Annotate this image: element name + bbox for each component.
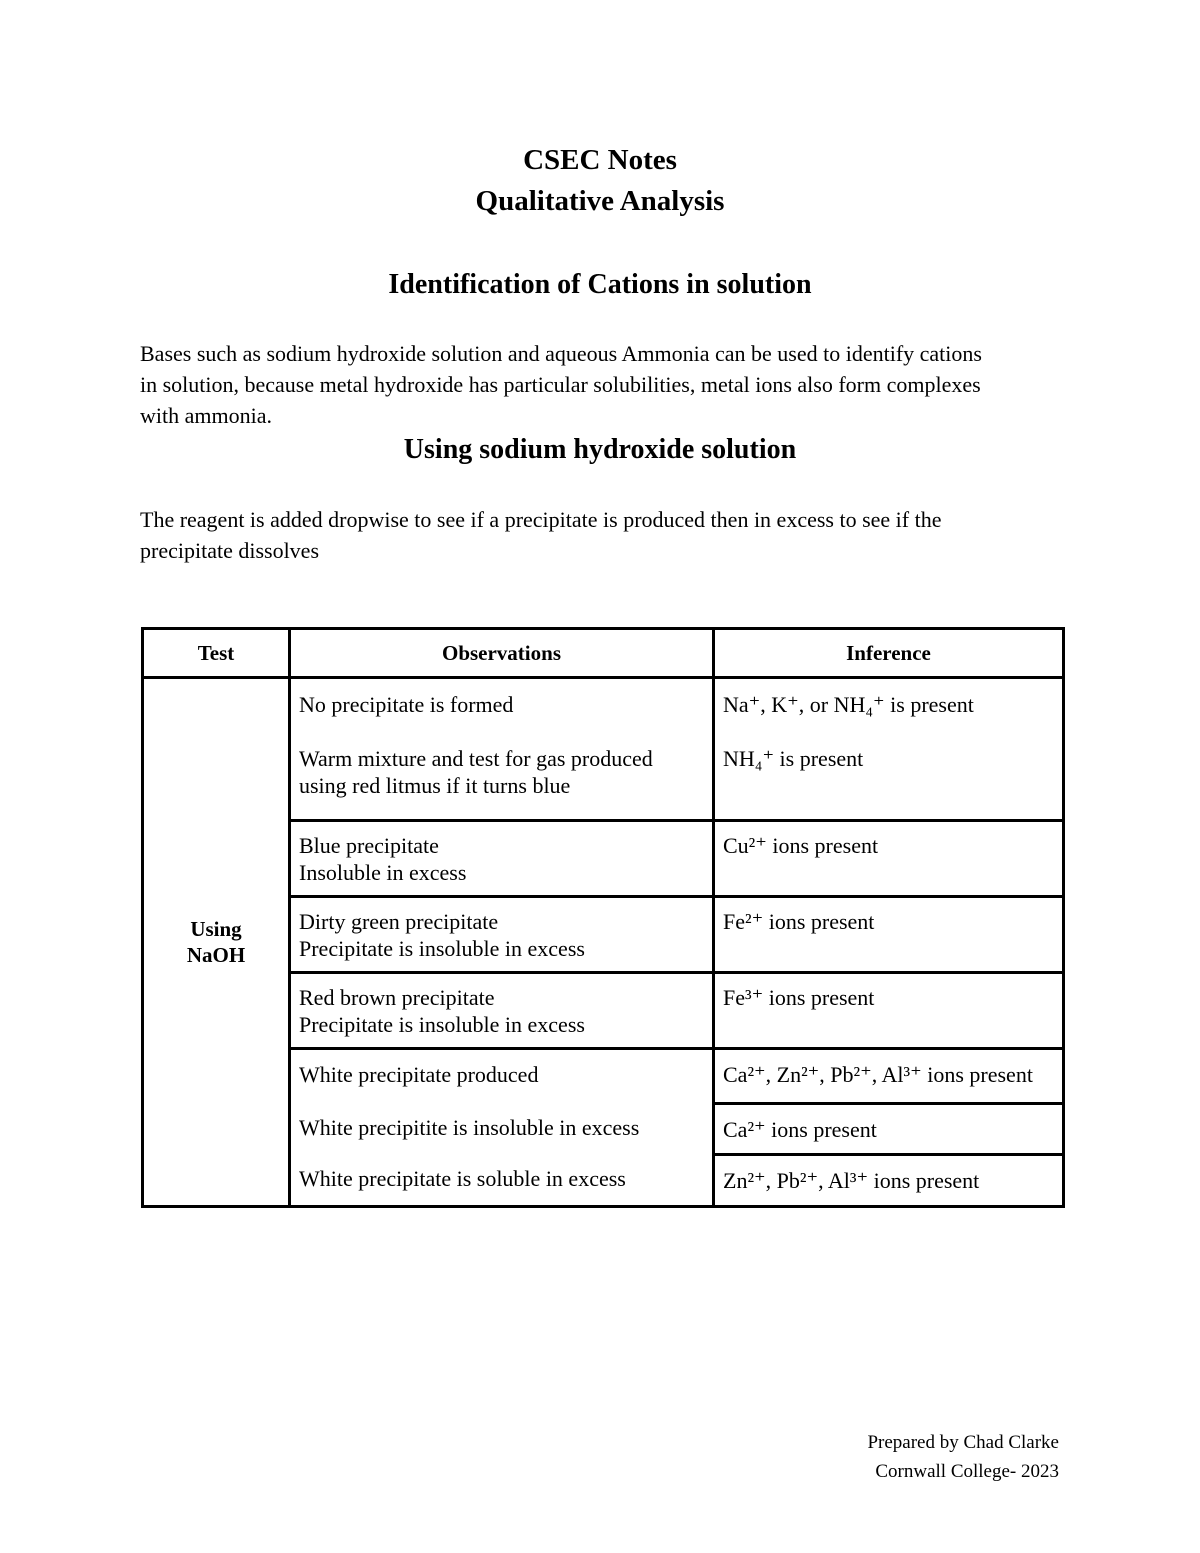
observation-cell	[290, 678, 714, 821]
observation-cell	[290, 1103, 714, 1154]
observation-text: White precipitate produced	[299, 1062, 539, 1087]
inference-cell	[714, 1103, 1064, 1154]
intro-line: Bases such as sodium hydroxide solution and aqueous Ammonia can be used to identify cations	[140, 341, 982, 366]
inference-cell	[714, 1154, 1064, 1207]
inference-text: NH₄⁺ is present	[723, 746, 864, 771]
observation-text: Precipitate is insoluble in excess	[299, 936, 585, 961]
inference-text: Cu²⁺ ions present	[723, 833, 879, 858]
intro-paragraph	[140, 338, 1080, 431]
observation-text: White precipitite is insoluble in excess	[299, 1115, 640, 1140]
inference-cell	[714, 1049, 1064, 1104]
footer-school: Cornwall College- 2023	[875, 1461, 1059, 1482]
inference-text: Fe³⁺ ions present	[723, 985, 875, 1010]
observation-text: Insoluble in excess	[299, 860, 467, 885]
footer-credits	[867, 1428, 1059, 1486]
section-title: Identification of Cations in solution	[388, 269, 812, 300]
observation-text: Dirty green precipitate	[299, 909, 499, 934]
header-inference: Inference	[714, 629, 1064, 678]
test-cell	[143, 678, 290, 1207]
intro-line: in solution, because metal hydroxide has particular solubilities, metal ions also form complexes	[140, 372, 981, 397]
test-label: NaOH	[186, 943, 246, 967]
inference-text: Ca²⁺ ions present	[723, 1116, 877, 1142]
observation-cell	[290, 1049, 714, 1104]
inference-cell	[714, 821, 1064, 897]
inference-cell	[714, 678, 1064, 821]
footer-author: Prepared by Chad Clarke	[867, 1432, 1059, 1453]
observation-text: No precipitate is formed	[299, 692, 514, 717]
observation-text: Warm mixture and test for gas produced	[299, 746, 653, 771]
inference-text: Na⁺, K⁺, or NH₄⁺ is present	[723, 692, 974, 717]
observation-text: using red litmus if it turns blue	[299, 773, 571, 798]
inference-text: Zn²⁺, Pb²⁺, Al³⁺ ions present	[723, 1167, 980, 1193]
observation-cell	[290, 1154, 714, 1207]
test-label: Using	[190, 917, 242, 941]
method-line: The reagent is added dropwise to see if a precipitate is produced then in excess to see if the	[140, 507, 942, 532]
inference-text: Ca²⁺, Zn²⁺, Pb²⁺, Al³⁺ ions present	[723, 1062, 1033, 1087]
header-observations: Observations	[290, 629, 714, 678]
observation-cell	[290, 897, 714, 973]
header-test: Test	[143, 629, 290, 678]
doc-title-line1: CSEC Notes	[523, 144, 677, 176]
inference-text: Fe²⁺ ions present	[723, 909, 875, 934]
observation-cell	[290, 821, 714, 897]
observation-text: White precipitate is soluble in excess	[299, 1166, 626, 1191]
observation-text: Blue precipitate	[299, 833, 439, 858]
observation-text: Red brown precipitate	[299, 985, 495, 1010]
intro-line: with ammonia.	[140, 403, 272, 428]
inference-cell	[714, 897, 1064, 973]
method-line: precipitate dissolves	[140, 538, 320, 563]
cation-table	[141, 627, 1065, 1208]
doc-title-line2: Qualitative Analysis	[475, 185, 725, 217]
observation-cell	[290, 973, 714, 1049]
inference-cell	[714, 973, 1064, 1049]
observation-text: Precipitate is insoluble in excess	[299, 1012, 585, 1037]
table-header-row	[143, 629, 1064, 678]
table-row	[143, 678, 1064, 821]
subsection-title: Using sodium hydroxide solution	[403, 434, 797, 465]
method-paragraph	[140, 504, 1080, 566]
